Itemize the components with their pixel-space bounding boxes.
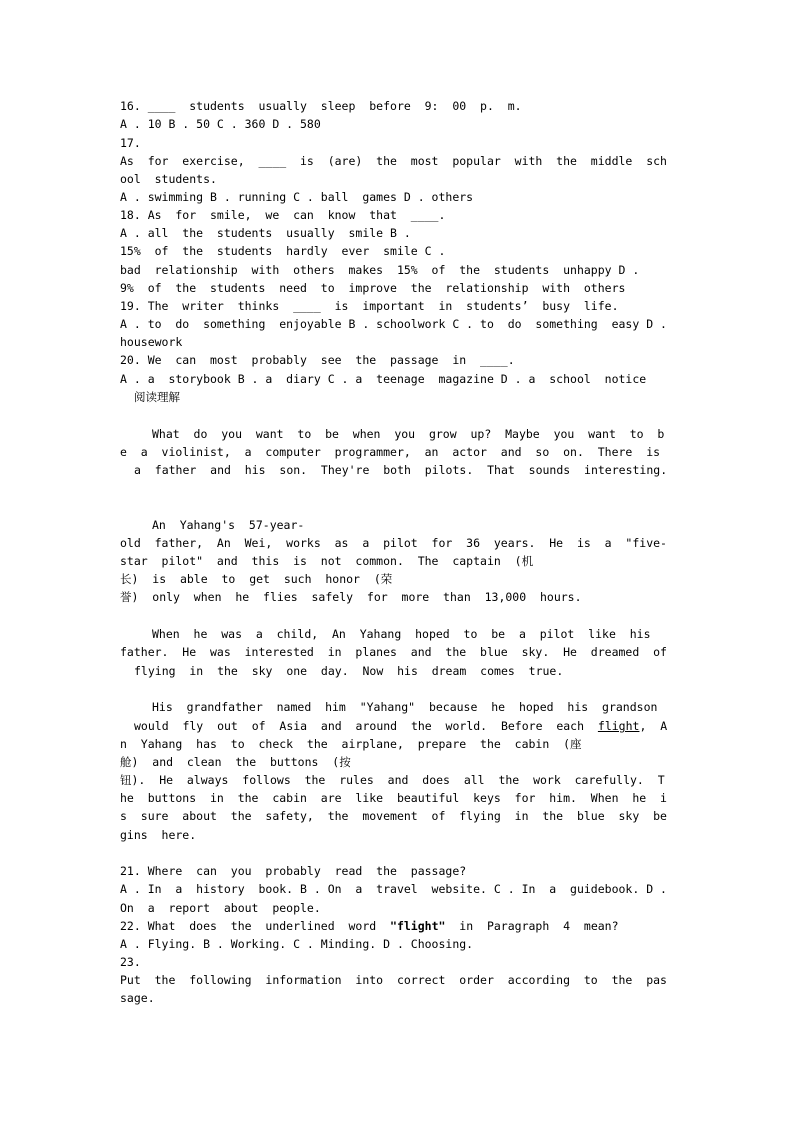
passage-p1-line-1: What do you want to be when you grow up? Maybe you want to b [152,427,665,441]
q19-stem: 19. The writer thinks ____ is important in students’ busy life. [120,299,619,313]
q22-stem [120,917,619,935]
passage-p2-line-3: star pilot" and this is not common. The captain (机 [120,554,534,568]
q22-stem-text-c: in Paragraph 4 mean? [445,919,619,933]
passage-p4-line-7: s sure about the safety, the movement of flying in the blue sky be [120,809,667,823]
passage-p4-line-5: 钮). He always follows the rules and does all the work carefully. T [120,773,665,787]
passage-p4-line-1: His grandfather named him "Yahang" because he hoped his grandson [152,700,658,714]
passage-p2-line-1: An Yahang's 57-year- [152,518,305,532]
q17-stem-line-1: As for exercise, ____ is (are) the most popular with the middle sch [120,154,667,168]
q18-option-line-1: A . all the students usually smile B . [120,226,411,240]
q21-option-line-2: On a report about people. [120,901,321,915]
passage-p4-line-2 [134,717,667,735]
q23-number: 23. [120,955,141,969]
q19-option-line-1: A . to do something enjoyable B . schoolwork C . to do something easy D . [120,317,667,331]
q17-number: 17. [120,136,141,150]
q18-option-line-3: bad relationship with others makes 15% of the students unhappy D . [120,263,640,277]
passage-p3-line-2: father. He was interested in planes and the blue sky. He dreamed of [120,645,667,659]
passage-p1-line-3: a father and his son. They're both pilots. That sounds interesting. [134,463,668,477]
q18-stem: 18. As for smile, we can know that ____. [120,208,446,222]
q23-stem-line-2: sage. [120,991,155,1005]
q17-stem-line-2: ool students. [120,172,217,186]
passage-p3-line-1: When he was a child, An Yahang hoped to be a pilot like his [152,627,651,641]
passage-p3-line-3: flying in the sky one day. Now his dream comes true. [134,664,564,678]
passage-p2-line-5: 誉) only when he flies safely for more than 13,000 hours. [120,590,582,604]
q20-options: A . a storybook B . a diary C . a teenage magazine D . a school notice [120,372,647,386]
q16-options: A . 10 B . 50 C . 360 D . 580 [120,117,321,131]
passage-p2-line-2: old father, An Wei, works as a pilot for 36 years. He is a "five- [120,536,667,550]
passage-p4-line-4: 舱) and clean the buttons (按 [120,755,351,769]
q23-stem-line-1: Put the following information into correct order according to the pas [120,973,667,987]
q16-stem: 16. ____ students usually sleep before 9: 00 p. m. [120,99,522,113]
q18-option-line-2: 15% of the students hardly ever smile C . [120,244,446,258]
q22-options: A . Flying. B . Working. C . Minding. D . Choosing. [120,937,474,951]
passage-p4-line-3: n Yahang has to check the airplane, prepare the cabin (座 [120,737,582,751]
q20-stem: 20. We can most probably see the passage in ____. [120,353,515,367]
section-title: 阅读理解 [134,390,180,404]
q21-option-line-1: A . In a history book. B . On a travel website. C . In a guidebook. D . [120,882,667,896]
q17-options: A . swimming B . running C . ball games D . others [120,190,474,204]
q18-option-line-4: 9% of the students need to improve the relationship with others [120,281,626,295]
q22-keyword-flight: "flight" [390,919,446,933]
underlined-word-flight: flight [597,719,640,733]
passage-p4-line-8: gins here. [120,828,197,842]
passage-p4-line-2-text-a: would fly out of Asia and around the world. Before each [134,719,598,733]
passage-p1-line-2: e a violinist, a computer programmer, an actor and so on. There is [120,445,661,459]
passage-p4-line-6: he buttons in the cabin are like beautiful keys for him. When he i [120,791,667,805]
passage-p4-line-2-text-b: , A [639,719,668,733]
q22-stem-text-a: 22. What does the underlined word [120,919,391,933]
q19-option-line-2: housework [120,335,183,349]
passage-p2-line-4: 长) is able to get such honor (荣 [120,572,393,586]
q21-stem: 21. Where can you probably read the passage? [120,864,467,878]
